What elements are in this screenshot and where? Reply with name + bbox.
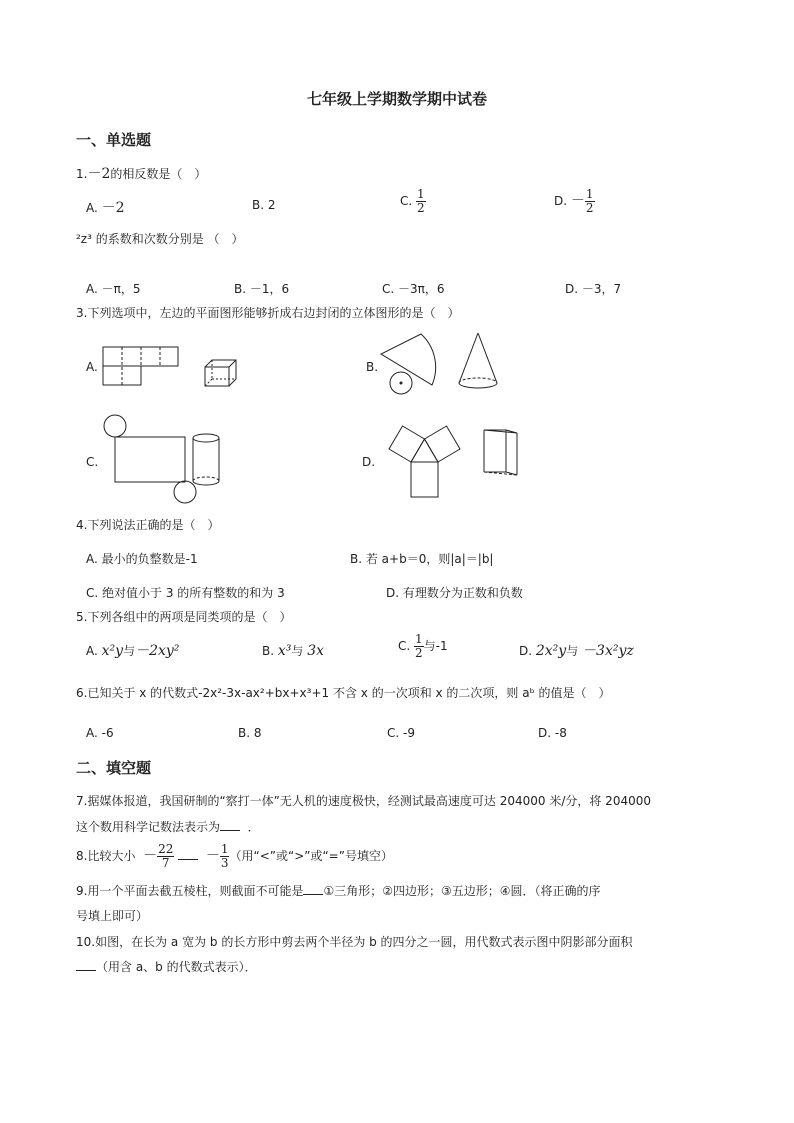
question-9-line-1 xyxy=(76,882,601,899)
fraction xyxy=(414,633,424,660)
option-label: D. xyxy=(554,194,571,208)
option-4c[interactable]: C. 绝对值小于 3 的所有整数的和为 3 xyxy=(86,586,285,600)
option-5a[interactable] xyxy=(86,640,179,660)
option-connector: 与 xyxy=(123,644,136,658)
math-number: －2 xyxy=(87,166,111,182)
option-connector: 与 xyxy=(566,644,579,658)
question-2: ²z³ 的系数和次数分别是 （ ） xyxy=(76,232,244,246)
option-3a[interactable]: A. xyxy=(86,360,98,374)
option-3b[interactable]: B. xyxy=(366,360,379,374)
question-text: 的相反数是（ ） xyxy=(110,167,207,181)
minus-sign: － xyxy=(143,848,158,864)
option-4d[interactable]: D. 有理数分为正数和负数 xyxy=(386,586,523,600)
option-2c[interactable]: C. －3π，6 xyxy=(382,282,445,296)
fraction-denominator: 2 xyxy=(417,201,425,215)
option-1b[interactable]: B. 2 xyxy=(252,198,276,212)
question-7-line-1: 7.据媒体报道，我国研制的“察打一体”无人机的速度极快，经测试最高速度可达 204000 米/分，将 204000 xyxy=(76,794,651,808)
section-heading-fill-blank: 二、填空题 xyxy=(76,759,152,777)
question-1 xyxy=(76,163,206,183)
option-2a[interactable]: A. －π，5 xyxy=(86,282,141,296)
option-2d[interactable]: D. －3，7 xyxy=(565,282,622,296)
question-5: 5.下列各组中的两项是同类项的是（ ） xyxy=(76,610,292,624)
fraction-denominator: 2 xyxy=(415,646,423,660)
question-text: 8.比较大小 xyxy=(76,849,140,863)
fraction-numerator: 22 xyxy=(158,842,174,856)
option-5b[interactable] xyxy=(262,642,324,659)
option-6c[interactable]: C. -9 xyxy=(387,726,415,740)
option-1a[interactable] xyxy=(86,197,125,217)
option-4b[interactable]: B. 若 a+b＝0，则|a|＝|b| xyxy=(350,552,494,566)
option-6a[interactable]: A. -6 xyxy=(86,726,114,740)
option-label: C. xyxy=(400,194,417,208)
math-term: 2x²y xyxy=(535,643,567,659)
fraction-numerator: 1 xyxy=(417,187,425,201)
option-value: －2 xyxy=(101,200,125,216)
option-3c[interactable]: C. xyxy=(86,455,99,469)
option-1d[interactable] xyxy=(554,188,595,215)
option-label: A. xyxy=(86,644,102,658)
question-text: ①三角形；②四边形；③五边形；④圆．（将正确的序 xyxy=(323,884,601,898)
option-label: C. xyxy=(398,639,415,653)
math-term: x²y xyxy=(101,643,124,659)
option-3d[interactable]: D. xyxy=(362,455,376,469)
question-7-line-2 xyxy=(76,818,260,835)
question-text: （用含 a、b 的代数式表示）． xyxy=(96,960,257,974)
question-text: （用“<”或“>”或“=”号填空） xyxy=(229,849,393,863)
option-label: B. xyxy=(262,644,278,658)
fraction-denominator: 7 xyxy=(161,856,170,870)
option-5c[interactable] xyxy=(398,633,448,660)
question-text: ． xyxy=(247,820,260,834)
question-10-line-2 xyxy=(76,958,257,975)
math-term: －2xy² xyxy=(135,643,180,659)
answer-blank[interactable] xyxy=(303,882,323,895)
option-label: D. xyxy=(519,644,536,658)
minus-sign: － xyxy=(570,193,585,209)
option-5d[interactable] xyxy=(519,640,634,660)
option-4a[interactable]: A. 最小的负整数是-1 xyxy=(86,552,198,566)
page-title: 七年级上学期数学期中试卷 xyxy=(306,90,487,108)
fraction xyxy=(157,843,174,870)
option-connector: 与 xyxy=(291,644,304,658)
fraction-denominator: 3 xyxy=(220,856,229,870)
question-text: 9.用一个平面去截五棱柱，则截面不可能是 xyxy=(76,884,304,898)
answer-blank[interactable] xyxy=(76,958,96,971)
question-3: 3.下列选项中，左边的平面图形能够折成右边封闭的立体图形的是（ ） xyxy=(76,306,460,320)
option-2b[interactable]: B. －1，6 xyxy=(234,282,290,296)
answer-blank[interactable] xyxy=(178,847,198,860)
figure-3d-prism xyxy=(0,0,1,1)
question-8 xyxy=(76,843,393,870)
option-1c[interactable] xyxy=(400,188,426,215)
question-4: 4.下列说法正确的是（ ） xyxy=(76,518,220,532)
question-number: 1. xyxy=(76,167,88,181)
question-9-line-2: 号填上即可） xyxy=(76,909,149,923)
option-6d[interactable]: D. -8 xyxy=(538,726,567,740)
math-term: 3x xyxy=(307,643,325,659)
fraction xyxy=(416,188,426,215)
question-10-line-1: 10.如图，在长为 a 宽为 b 的长方形中剪去两个半径为 b 的四分之一圆，用代数式表示图中阴影部分面积 xyxy=(76,935,633,949)
option-label: A. xyxy=(86,201,102,215)
fraction-numerator: 1 xyxy=(415,632,423,646)
question-text: 这个数用科学记数法表示为 xyxy=(76,820,221,834)
math-term: －3x²yz xyxy=(582,643,634,659)
minus-sign: － xyxy=(205,848,220,864)
fraction-numerator: 1 xyxy=(220,842,229,856)
section-heading-single-choice: 一、单选题 xyxy=(76,131,152,149)
option-connector: 与-1 xyxy=(423,639,448,653)
fraction-denominator: 2 xyxy=(585,201,594,215)
math-term: x³ xyxy=(277,643,292,659)
answer-blank[interactable] xyxy=(220,818,240,831)
fraction-numerator: 1 xyxy=(585,187,594,201)
option-6b[interactable]: B. 8 xyxy=(238,726,262,740)
question-6: 6.已知关于 x 的代数式-2x²-3x-ax²+bx+x³+1 不含 x 的一次项和 x 的二次项，则 aᵇ 的值是（ ） xyxy=(76,686,611,700)
fraction xyxy=(585,188,595,215)
